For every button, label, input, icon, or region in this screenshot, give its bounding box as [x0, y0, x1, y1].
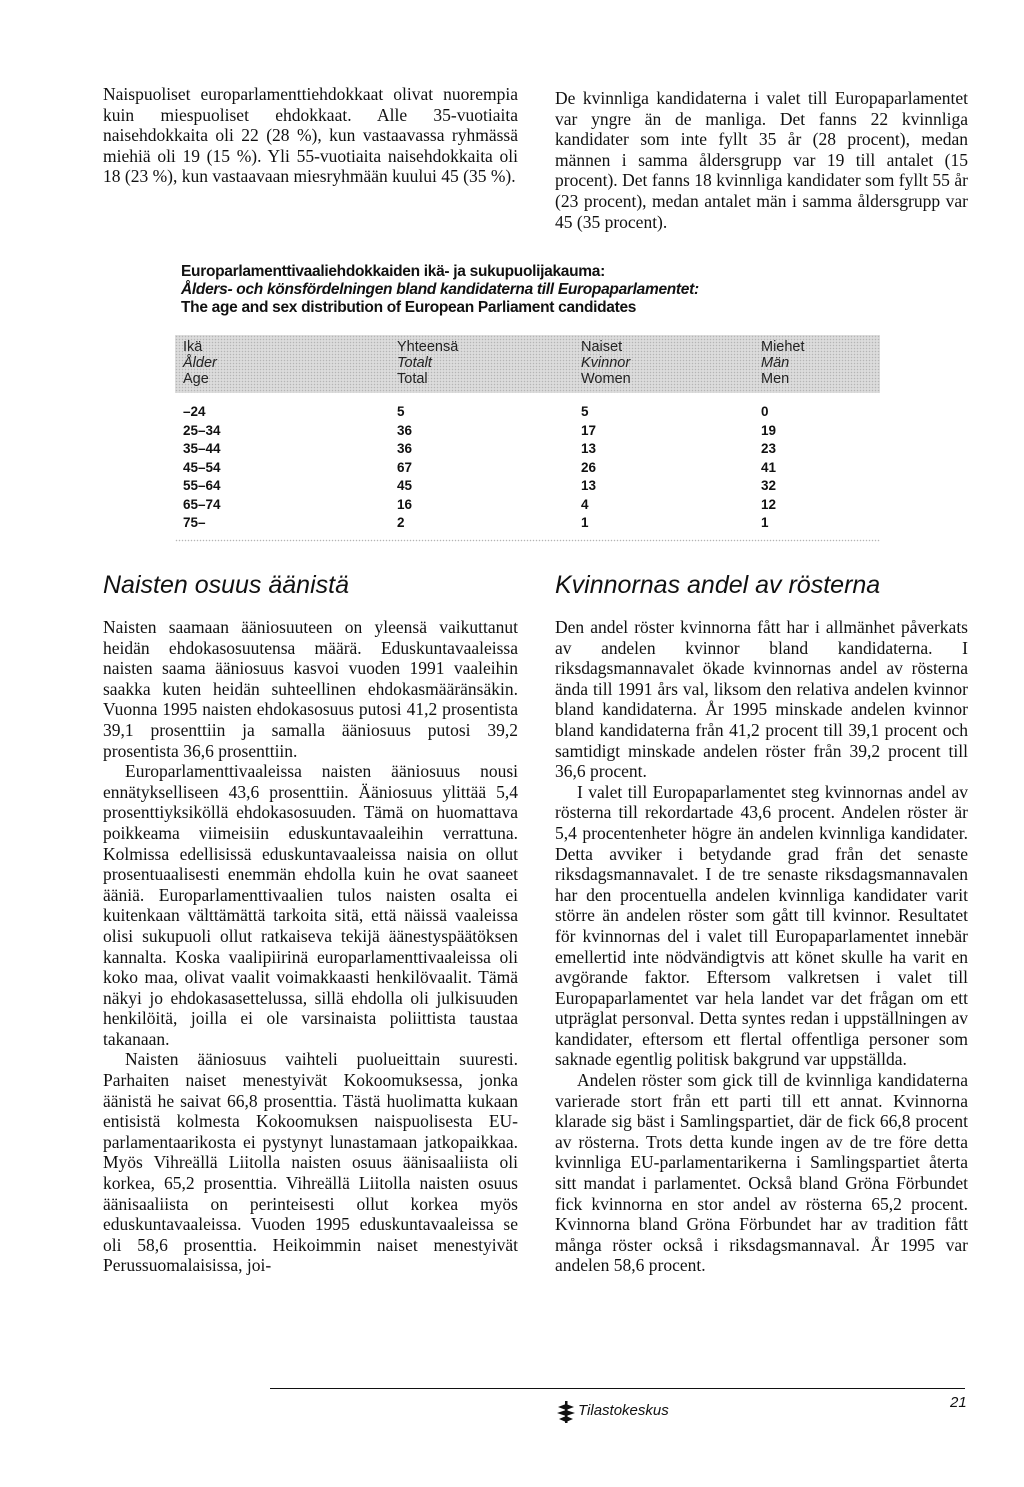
section-heading-fi: Naisten osuus äänistä	[103, 571, 349, 599]
section-sv-body	[555, 617, 968, 1276]
cell-men: 32	[761, 478, 777, 493]
cell-total: 36	[397, 441, 413, 456]
section-fi-body	[103, 617, 518, 1276]
table-row	[175, 496, 880, 515]
table-title-fi: Europarlamenttivaaliehdokkaiden ikä- ja sukupuolijakauma:	[181, 263, 605, 280]
cell-total: 67	[397, 459, 413, 475]
intro-fi	[103, 84, 518, 187]
header-women-en: Women	[581, 371, 631, 387]
cell-age: –24	[183, 404, 206, 419]
intro-sv	[555, 88, 968, 232]
table-row	[175, 459, 880, 478]
cell-age: 35–44	[183, 441, 221, 456]
cell-men: 41	[761, 459, 777, 475]
header-total-sv: Totalt	[397, 355, 432, 371]
header-men-fi: Miehet	[761, 339, 805, 355]
cell-total: 36	[397, 422, 413, 438]
table-row	[175, 422, 880, 441]
cell-women: 4	[581, 496, 589, 512]
cell-men: 23	[761, 441, 777, 456]
page-number: 21	[950, 1394, 967, 1411]
header-women	[581, 339, 631, 387]
cell-men: 19	[761, 422, 777, 438]
header-age-sv: Ålder	[183, 355, 217, 371]
table-row	[175, 514, 880, 533]
header-women-sv: Kvinnor	[581, 355, 631, 371]
header-men-sv: Män	[761, 355, 790, 371]
section-heading-sv: Kvinnornas andel av rösterna	[555, 571, 881, 599]
intro-fi-text: Naispuoliset europarlamenttiehdokkaat olivat nuorempia kuin miespuoliset ehdokkaat. Alle 35-vuotiaita naisehdokkaita oli 22 (28 %), kun vastaavassa ryhmässä miehiä oli 19 (15 %). Yli 55-vuotiaita naisehdokkaita oli 18 (23 %), kun vastaavaan miesryhmään kuului 45 (35 %).	[103, 84, 518, 187]
header-men-en: Men	[761, 371, 790, 387]
header-age-en: Age	[183, 371, 209, 387]
cell-women: 17	[581, 422, 597, 438]
cell-age: 65–74	[183, 496, 221, 512]
paragraph: Den andel röster kvinnorna fått har i allmänhet påverkats av andelen kvinnor bland kandidaterna. I riksdagsmannavalet ökade kvinnornas andel av rösterna ända till 1991 års val, liksom den relativa andelen kvinnor bland kandidaterna. År 1995 minskade andelen kvinnor bland kandidaterna från 41,2 procent till 39,1 procent och samtidigt minskade andelen röster från 39,2 procent till 36,6 procent.	[555, 617, 968, 782]
cell-age: 25–34	[183, 422, 221, 438]
table-title-en: The age and sex distribution of European Parliament candidates	[181, 299, 637, 316]
cell-women: 1	[581, 515, 589, 530]
header-total	[397, 339, 458, 387]
table-row	[175, 440, 880, 459]
tilastokeskus-logo-icon	[557, 1401, 575, 1423]
header-women-fi: Naiset	[581, 339, 623, 355]
paragraph: I valet till Europaparlamentet steg kvinnornas andel av rösterna till rekordartade 43,6 procent. Andelen röster är 5,4 procentenheter högre än andelen kvinnliga kandidater. Detta avviker i betydande grad från det senaste riksdagsmannavalet. I de tre senaste riksdagsmannavalen har den procentuella andelen kvinnliga kandidater varit större än andelen röster som gått till kvinnor. Resultatet för kvinnornas del i valet till Europaparlamentet innebär emellertid inte nödvändigtvis att könet skulle ha varit en avgörande faktor. Eftersom valkretsen i valet till Europaparlamentet var hela landet var det frågan om ett utpräglat personval. Detta syntes redan i uppställningen av kandidater, eftersom ett flertal offentliga personer som saknade egentlig politisk bakgrund var uppställda.	[555, 781, 968, 1070]
table-row	[175, 403, 880, 422]
header-total-en: Total	[397, 371, 428, 387]
header-men	[761, 339, 805, 387]
header-age-fi: Ikä	[183, 339, 203, 355]
table-body	[175, 403, 880, 533]
footer-brand: Tilastokeskus	[578, 1402, 669, 1419]
cell-age: 55–64	[183, 478, 221, 493]
paragraph: Naisten ääniosuus vaihteli puolueittain suuresti. Parhaiten naiset menestyivät Kokoomuksessa, jonka äänistä he saivat 66,8 prosenttia. Tästä huolimatta kukaan entisistä kolmesta Kokoomuksen naispuolisesta EU-parlamentaarikosta ei pystynyt lunastamaan jatkopaikkaa. Myös Vihreällä Liitolla naisten osuus äänisaaliista oli korkea, 65,2 prosenttia. Vihreällä Liitolla naisten osuus äänisaaliista on perinteisesti ollut korkea myös eduskuntavaaleissa. Vuoden 1995 eduskuntavaaleissa se oli 58,6 prosenttia. Heikoimmin naiset menestyivät Perussuomalaisissa, joi-	[103, 1049, 518, 1276]
table-bottom-rule	[175, 539, 880, 542]
cell-total: 45	[397, 478, 413, 493]
cell-women: 13	[581, 478, 597, 493]
cell-total: 5	[397, 404, 405, 419]
cell-men: 12	[761, 496, 777, 512]
cell-men: 0	[761, 404, 769, 419]
cell-men: 1	[761, 515, 769, 530]
table-row	[175, 477, 880, 496]
cell-women: 13	[581, 441, 597, 456]
cell-age: 45–54	[183, 459, 221, 475]
header-total-fi: Yhteensä	[397, 339, 459, 355]
header-age	[183, 339, 217, 387]
cell-total: 16	[397, 496, 413, 512]
cell-women: 26	[581, 459, 597, 475]
cell-women: 5	[581, 404, 589, 419]
intro-sv-text: De kvinnliga kandidaterna i valet till Europaparlamentet var yngre än de manliga. Det fanns 22 kvinnliga kandidater som inte fyllt 35 år (28 procent), medan männen i samma åldersgrupp var 19 till antalet (15 procent). Det fanns 18 kvinnliga kandidater som fyllt 55 år (23 procent), medan antalet män i samma åldersgrupp var 45 (35 procent).	[555, 88, 968, 232]
cell-age: 75–	[183, 515, 206, 530]
paragraph: Europarlamenttivaaleissa naisten ääniosuus nousi ennätykselliseen 43,6 prosenttiin. Ääniosuus ylittää 5,4 prosenttiyksiköllä ehdokasosuuden. Tämä on huomattava poikkeama viimeisiin eduskuntavaaleihin verrattuna. Kolmissa edellisissä eduskuntavaaleissa naisia on ollut prosentuaalisesti enemmän ehdolla kuin he ovat saaneet ääniä. Europarlamenttivaalien tulos naisten osalta ei kuitenkaan välttämättä tarkoita sitä, että näissä vaaleissa olisi sukupuoli ollut ratkaiseva tekijä äänestyspäätöksen kannalta. Koska vaalipiirinä europarlamenttivaaleissa oli koko maa, olivat vaalit voimakkaasti henkilövaalit. Tämä näkyi jo ehdokasasettelussa, sillä ehdolla oli julkisuuden henkilöitä, joilla ei ole varsinaista poliittista taustaa takanaan.	[103, 761, 518, 1049]
cell-total: 2	[397, 515, 405, 530]
paragraph: Andelen röster som gick till de kvinnliga kandidaterna varierade stort från ett parti till ett annat. Kvinnorna klarade sig bäst i Samlingspartiet, där de fick 66,8 procent av rösterna. Trots detta kunde ingen av de tre före detta kvinnliga EU-parlamentarikerna i Samlingspartiet återta sitt mandat i parlamentet. Också bland Gröna Förbundet fick kvinnorna en stor andel av rösterna 65,2 procent. Kvinnorna bland Gröna Förbundet har av tradition fått många röster också i riksdagsmannaval. År 1995 var andelen 58,6 procent.	[555, 1070, 968, 1276]
footer-rule	[270, 1388, 965, 1389]
table-title-sv: Ålders- och könsfördelningen bland kandidaterna till Europaparlamentet:	[181, 281, 699, 298]
table-header	[175, 335, 880, 393]
paragraph: Naisten saamaan ääniosuuteen on yleensä vaikuttanut heidän ehdokasosuutensa määrä. Eduskuntavaaleissa naisten saama ääniosuus kasvoi vuoden 1991 vaaleihin saakka kuten heidän suhteellinen ehdokasmääränsäkin. Vuonna 1995 naisten ehdokasosuus putosi 41,2 prosentista 39,1 prosenttiin ja samalla ääniosuus putosi 39,2 prosentista 36,6 prosenttiin.	[103, 617, 518, 761]
